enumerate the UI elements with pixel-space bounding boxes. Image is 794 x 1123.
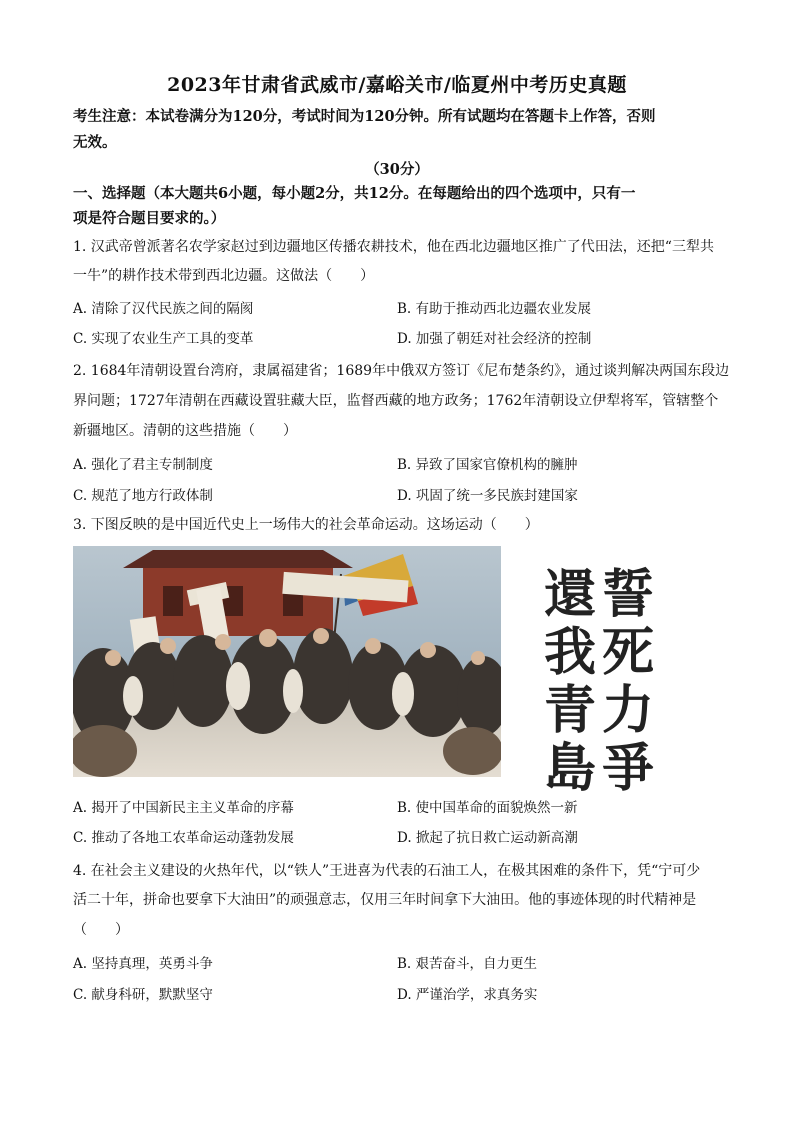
question-2-line-3: 新疆地区。清朝的这些措施（ ） bbox=[73, 423, 297, 439]
question-2-option-b[interactable]: B. 异致了国家官僚机构的臃肿 bbox=[397, 457, 578, 473]
notice-line-1: 考生注意：本试卷满分为120分，考试时间为120分钟。所有试题均在答题卡上作答，否则 bbox=[73, 108, 656, 125]
question-2-option-c[interactable]: C. 规范了地方行政体制 bbox=[73, 488, 213, 504]
question-4-line-3: （ ） bbox=[73, 922, 129, 938]
slogan-right-column: 誓死力爭 bbox=[601, 565, 654, 799]
question-1-option-c[interactable]: C. 实现了农业生产工具的变革 bbox=[73, 331, 254, 347]
page-title: 2023年甘肃省武威市/嘉峪关市/临夏州中考历史真题 bbox=[167, 74, 627, 96]
question-3-option-d[interactable]: D. 掀起了抗日救亡运动新高潮 bbox=[397, 830, 578, 846]
question-3-option-a[interactable]: A. 揭开了中国新民主主义革命的序幕 bbox=[73, 800, 294, 816]
question-2-option-d[interactable]: D. 巩固了统一多民族封建国家 bbox=[397, 488, 578, 504]
question-1-line-2: 一牛”的耕作技术带到西北边疆。这做法（ ） bbox=[73, 268, 375, 284]
question-3-option-c[interactable]: C. 推动了各地工农革命运动蓬勃发展 bbox=[73, 830, 294, 846]
slogan-left-column: 還我青島 bbox=[543, 565, 596, 799]
section-heading-line-1: 一、选择题（本大题共6小题，每小题2分，共12分。在每题给出的四个选项中，只有一 bbox=[73, 185, 636, 202]
question-4-line-1: 4. 在社会主义建设的火热年代，以“铁人”王进喜为代表的石油工人，在极其困难的条件下，凭“宁可少 bbox=[73, 863, 701, 879]
may-fourth-movement-painting bbox=[73, 546, 501, 777]
section-heading-line-2: 项是符合题目要求的。） bbox=[73, 210, 226, 227]
question-2-option-a[interactable]: A. 强化了君主专制制度 bbox=[73, 457, 213, 473]
question-2-line-2: 界问题；1727年清朝在西藏设置驻藏大臣，监督西藏的地方政务；1762年清朝设立伊犁将军，管辖整个 bbox=[73, 393, 719, 409]
question-4-option-d[interactable]: D. 严谨治学，求真务实 bbox=[397, 987, 538, 1003]
question-3-line-1: 3. 下图反映的是中国近代史上一场伟大的社会革命运动。这场运动（ ） bbox=[73, 517, 539, 533]
question-4-option-b[interactable]: B. 艰苦奋斗，自力更生 bbox=[397, 956, 538, 972]
score-label: （30分） bbox=[365, 161, 429, 178]
question-4-option-a[interactable]: A. 坚持真理，英勇斗争 bbox=[73, 956, 213, 972]
question-1-option-b[interactable]: B. 有助于推动西北边疆农业发展 bbox=[397, 301, 592, 317]
question-3-option-b[interactable]: B. 使中国革命的面貌焕然一新 bbox=[397, 800, 578, 816]
question-2-line-1: 2. 1684年清朝设置台湾府，隶属福建省；1689年中俄双方签订《尼布楚条约》，通过谈判解决两国东段边 bbox=[73, 363, 730, 379]
question-1-option-d[interactable]: D. 加强了朝廷对社会经济的控制 bbox=[397, 331, 592, 347]
question-1-option-a[interactable]: A. 清除了汉代民族之间的隔阂 bbox=[73, 301, 254, 317]
question-4-line-2: 活二十年，拼命也要拿下大油田”的顽强意志，仅用三年时间拿下大油田。他的事迹体现的时代精神是 bbox=[73, 892, 697, 908]
notice-line-2: 无效。 bbox=[73, 134, 117, 151]
question-4-option-c[interactable]: C. 献身科研，默默坚守 bbox=[73, 987, 213, 1003]
question-1-line-1: 1. 汉武帝曾派著名农学家赵过到边疆地区传播农耕技术，他在西北边疆地区推广了代田法，还把“三犁共 bbox=[73, 239, 714, 255]
